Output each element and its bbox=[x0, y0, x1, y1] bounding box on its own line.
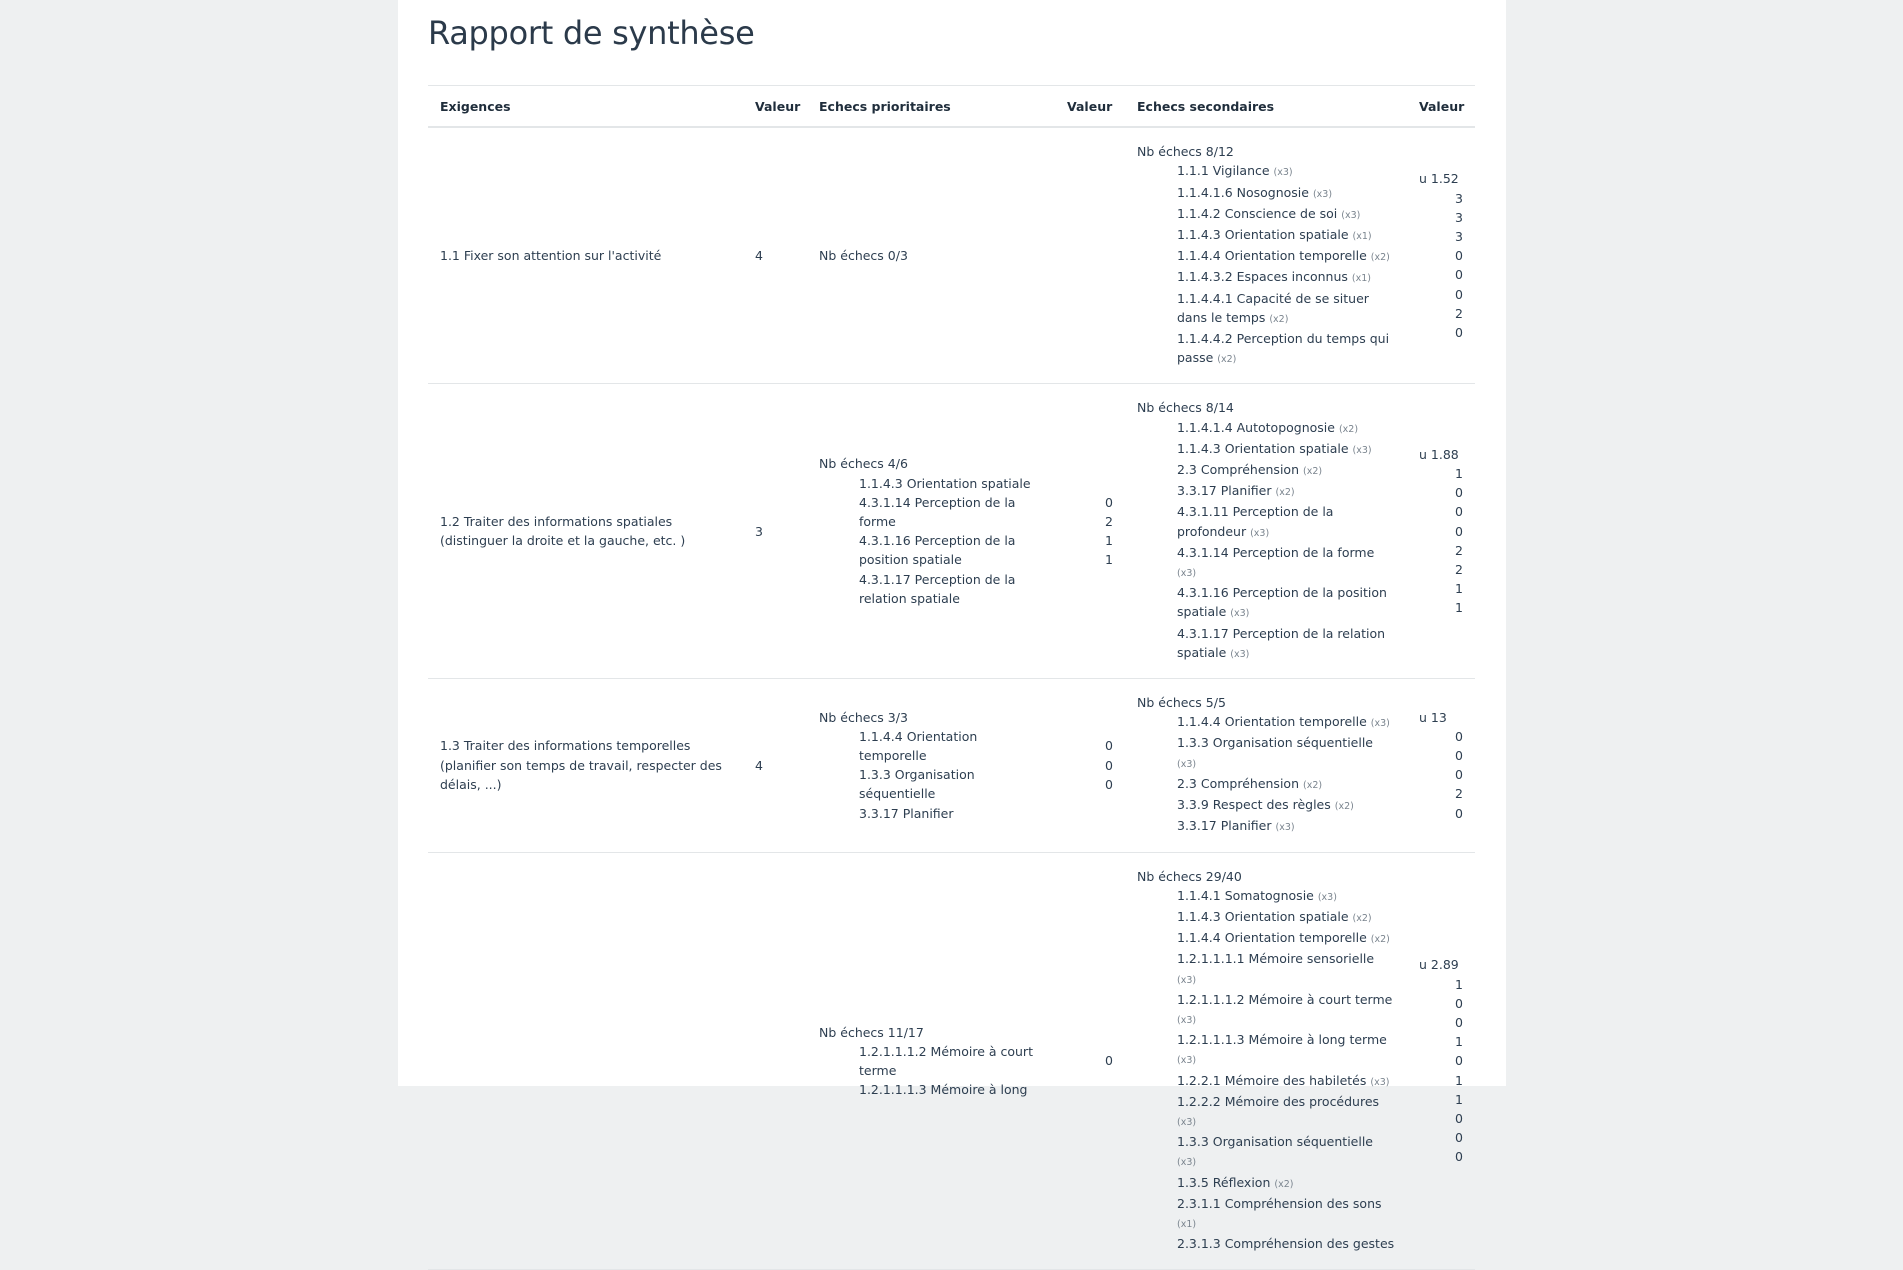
multiplier-badge: (x3) bbox=[1273, 167, 1293, 179]
multiplier-badge: (x2) bbox=[1275, 487, 1295, 499]
secondary-failure-item bbox=[1137, 816, 1395, 837]
secondary-value: 2 bbox=[1455, 562, 1463, 578]
secondary-failure-label: 1.1.4.3 Orientation spatiale bbox=[1177, 227, 1349, 243]
secondary-failure-label: 3.3.17 Planifier bbox=[1177, 483, 1272, 499]
secondary-failure-item bbox=[1137, 624, 1395, 664]
secondary-value-list bbox=[1419, 189, 1463, 343]
secondary-failure-count: Nb échecs 8/14 bbox=[1137, 400, 1234, 416]
secondary-failure-item bbox=[1137, 161, 1395, 182]
priority-value: 0 bbox=[1105, 757, 1113, 773]
multiplier-badge: (x3) bbox=[1341, 209, 1361, 221]
multiplier-badge: (x2) bbox=[1302, 466, 1323, 478]
multiplier-badge: (x3) bbox=[1352, 444, 1372, 456]
secondary-failure-label: 1.1.4.1.6 Nosognosie bbox=[1177, 184, 1309, 200]
secondary-value: 3 bbox=[1455, 190, 1463, 206]
requirement-cell: 1.3 Traiter des informations temporelles (planifier son temps de travail, respecter des délais, ...) bbox=[428, 679, 743, 852]
secondary-value: 0 bbox=[1455, 504, 1463, 520]
secondary-failures-cell bbox=[1125, 127, 1407, 384]
priority-failure-list bbox=[819, 1042, 1043, 1100]
secondary-value: 0 bbox=[1455, 805, 1463, 821]
multiplier-badge: (x1) bbox=[1351, 273, 1371, 285]
secondary-failure-item bbox=[1137, 502, 1395, 542]
secondary-failure-item bbox=[1137, 990, 1395, 1030]
multiplier-badge: (x3) bbox=[1370, 1076, 1390, 1088]
secondary-failure-label: 2.3.1.3 Compréhension des gestes bbox=[1177, 1236, 1395, 1252]
secondary-failure-label: 1.1.4.4.1 Capacité de se situer dans le temps bbox=[1177, 290, 1369, 325]
multiplier-badge: (x3) bbox=[1275, 822, 1295, 834]
multiplier-badge: (x2) bbox=[1302, 779, 1323, 791]
secondary-value: 3 bbox=[1455, 229, 1463, 245]
priority-value: 0 bbox=[1105, 776, 1113, 792]
secondary-failure-label: 1.1.4.1 Somatognosie bbox=[1177, 887, 1314, 903]
secondary-failure-count: Nb échecs 5/5 bbox=[1137, 695, 1226, 711]
secondary-value: 1 bbox=[1455, 1091, 1463, 1107]
multiplier-badge: (x3) bbox=[1177, 758, 1197, 770]
priority-failures-cell bbox=[807, 384, 1055, 679]
priority-value: 1 bbox=[1105, 552, 1113, 568]
secondary-failure-item bbox=[1137, 733, 1395, 773]
secondary-failure-list bbox=[1137, 418, 1395, 664]
priority-failure-item: 4.3.1.14 Perception de la forme bbox=[859, 494, 1016, 530]
secondary-failure-item bbox=[1137, 329, 1395, 369]
multiplier-badge: (x2) bbox=[1269, 313, 1289, 325]
priority-failure-item: 1.2.1.1.1.2 Mémoire à court terme bbox=[859, 1043, 1033, 1078]
secondary-failures-cell bbox=[1125, 679, 1407, 852]
priority-values-cell bbox=[1055, 384, 1125, 679]
secondary-failure-label: 3.3.9 Respect des règles bbox=[1177, 797, 1331, 813]
multiplier-badge: (x3) bbox=[1317, 891, 1337, 903]
secondary-failure-item bbox=[1137, 418, 1395, 439]
multiplier-badge: (x3) bbox=[1177, 1157, 1197, 1169]
multiplier-badge: (x2) bbox=[1338, 423, 1359, 435]
column-header-value: Valeur bbox=[743, 86, 807, 128]
secondary-value: 0 bbox=[1455, 485, 1463, 501]
priority-failure-item: 3.3.17 Planifier bbox=[859, 805, 954, 821]
secondary-value: 0 bbox=[1455, 523, 1463, 539]
secondary-value: 2 bbox=[1455, 542, 1463, 558]
secondary-failure-item bbox=[1137, 460, 1395, 481]
secondary-failure-label: 1.2.1.1.1.2 Mémoire à court terme bbox=[1177, 991, 1393, 1007]
secondary-value-list bbox=[1419, 975, 1463, 1167]
column-header-priority-failures: Echecs prioritaires bbox=[807, 86, 1055, 128]
secondary-value: 0 bbox=[1455, 1149, 1463, 1165]
secondary-failure-item bbox=[1137, 1194, 1395, 1234]
secondary-value-header: u 1.88 bbox=[1419, 446, 1459, 462]
priority-value: 0 bbox=[1105, 1053, 1113, 1069]
requirement-value bbox=[743, 852, 807, 1270]
secondary-failure-label: 1.2.1.1.1.3 Mémoire à long terme bbox=[1177, 1032, 1387, 1048]
secondary-failure-label: 1.2.1.1.1.1 Mémoire sensorielle bbox=[1177, 951, 1375, 967]
secondary-failures-cell bbox=[1125, 384, 1407, 679]
secondary-failure-label: 4.3.1.17 Perception de la relation spatiale bbox=[1177, 625, 1386, 660]
priority-values-cell bbox=[1055, 127, 1125, 384]
column-header-secondary-failures: Echecs secondaires bbox=[1125, 86, 1407, 128]
secondary-failure-count: Nb échecs 29/40 bbox=[1137, 868, 1242, 884]
requirement-value: 4 bbox=[743, 127, 807, 384]
column-header-requirements: Exigences bbox=[428, 86, 743, 128]
table-header-row bbox=[428, 86, 1475, 128]
secondary-failure-item bbox=[1137, 583, 1395, 623]
priority-value-list bbox=[1067, 1051, 1113, 1070]
priority-value: 1 bbox=[1105, 533, 1113, 549]
secondary-values-cell bbox=[1407, 679, 1475, 852]
secondary-failure-label: 1.3.5 Réflexion bbox=[1177, 1174, 1271, 1190]
report-page bbox=[398, 0, 1506, 1252]
secondary-value: 1 bbox=[1455, 976, 1463, 992]
requirement-value: 4 bbox=[743, 679, 807, 852]
secondary-value: 0 bbox=[1455, 267, 1463, 283]
secondary-failure-item bbox=[1137, 1234, 1395, 1255]
secondary-failure-label: 1.3.3 Organisation séquentielle bbox=[1177, 1134, 1373, 1150]
secondary-failure-item bbox=[1137, 1071, 1395, 1092]
table-row bbox=[428, 127, 1475, 384]
multiplier-badge: (x1) bbox=[1177, 1218, 1197, 1230]
secondary-value-header: u 1.52 bbox=[1419, 171, 1459, 187]
multiplier-badge: (x2) bbox=[1274, 1178, 1294, 1190]
secondary-failure-item bbox=[1137, 1132, 1395, 1172]
secondary-failure-label: 3.3.17 Planifier bbox=[1177, 818, 1272, 834]
multiplier-badge: (x2) bbox=[1217, 354, 1237, 366]
priority-failure-item: 4.3.1.17 Perception de la relation spatiale bbox=[859, 571, 1016, 606]
secondary-failures-cell bbox=[1125, 852, 1407, 1270]
secondary-value: 0 bbox=[1455, 1130, 1463, 1146]
secondary-failure-label: 2.3 Compréhension bbox=[1177, 462, 1299, 478]
secondary-failure-item bbox=[1137, 886, 1395, 907]
secondary-value: 0 bbox=[1455, 748, 1463, 764]
table-row bbox=[428, 384, 1475, 679]
table-row bbox=[428, 679, 1475, 852]
requirement-cell: 1.1 Fixer son attention sur l'activité bbox=[428, 127, 743, 384]
secondary-failure-label: 1.1.4.3 Orientation spatiale bbox=[1177, 440, 1349, 456]
secondary-failure-item bbox=[1137, 543, 1395, 583]
secondary-value-header: u 13 bbox=[1419, 709, 1447, 725]
secondary-value-list bbox=[1419, 464, 1463, 618]
column-header-value: Valeur bbox=[1055, 86, 1125, 128]
multiplier-badge: (x3) bbox=[1370, 718, 1390, 730]
secondary-failure-label: 1.1.4.3.2 Espaces inconnus bbox=[1177, 269, 1348, 285]
priority-failures-cell bbox=[807, 127, 1055, 384]
secondary-value: 0 bbox=[1455, 248, 1463, 264]
secondary-value: 0 bbox=[1455, 995, 1463, 1011]
secondary-failure-item bbox=[1137, 712, 1395, 733]
secondary-failure-label: 1.1.4.4 Orientation temporelle bbox=[1177, 248, 1367, 264]
secondary-value: 0 bbox=[1455, 286, 1463, 302]
secondary-value: 0 bbox=[1455, 1110, 1463, 1126]
multiplier-badge: (x3) bbox=[1177, 1055, 1197, 1067]
secondary-failure-item bbox=[1137, 267, 1395, 288]
synthesis-table bbox=[428, 85, 1475, 1270]
secondary-value: 0 bbox=[1455, 767, 1463, 783]
secondary-values-cell bbox=[1407, 384, 1475, 679]
secondary-values-cell bbox=[1407, 127, 1475, 384]
secondary-failure-label: 1.1.4.4 Orientation temporelle bbox=[1177, 930, 1367, 946]
secondary-failure-item bbox=[1137, 928, 1395, 949]
secondary-failure-label: 1.1.1 Vigilance bbox=[1177, 163, 1270, 179]
secondary-failure-label: 4.3.1.16 Perception de la position spatiale bbox=[1177, 585, 1387, 620]
priority-values-cell bbox=[1055, 852, 1125, 1270]
priority-value-list bbox=[1067, 736, 1113, 794]
secondary-failure-item bbox=[1137, 1173, 1395, 1194]
multiplier-badge: (x3) bbox=[1177, 1014, 1197, 1026]
secondary-failure-item bbox=[1137, 439, 1395, 460]
secondary-failure-label: 1.2.2.2 Mémoire des procédures bbox=[1177, 1093, 1380, 1109]
secondary-failure-label: 1.2.2.1 Mémoire des habiletés bbox=[1177, 1072, 1367, 1088]
secondary-failure-label: 1.1.4.1.4 Autotopognosie bbox=[1177, 419, 1335, 435]
page-title: Rapport de synthèse bbox=[428, 14, 755, 52]
secondary-value-list bbox=[1419, 727, 1463, 823]
secondary-failure-label: 4.3.1.14 Perception de la forme bbox=[1177, 544, 1375, 560]
priority-failures-cell bbox=[807, 679, 1055, 852]
table-body bbox=[428, 127, 1475, 1270]
priority-value: 2 bbox=[1105, 514, 1113, 530]
secondary-failure-item bbox=[1137, 949, 1395, 989]
priority-failure-count: Nb échecs 0/3 bbox=[819, 248, 908, 264]
secondary-value: 1 bbox=[1455, 1034, 1463, 1050]
priority-failure-list bbox=[819, 727, 1043, 823]
requirement-cell bbox=[428, 852, 743, 1270]
secondary-failure-label: 1.3.3 Organisation séquentielle bbox=[1177, 735, 1373, 751]
secondary-value: 0 bbox=[1455, 728, 1463, 744]
priority-failure-count: Nb échecs 3/3 bbox=[819, 709, 908, 725]
secondary-failure-label: 1.1.4.4 Orientation temporelle bbox=[1177, 714, 1367, 730]
secondary-failure-label: 2.3.1.1 Compréhension des sons bbox=[1177, 1195, 1382, 1211]
secondary-value: 2 bbox=[1455, 786, 1463, 802]
secondary-failure-item bbox=[1137, 1030, 1395, 1070]
secondary-failure-list bbox=[1137, 886, 1395, 1256]
secondary-failure-label: 1.1.4.2 Conscience de soi bbox=[1177, 205, 1338, 221]
secondary-failure-count: Nb échecs 8/12 bbox=[1137, 144, 1234, 160]
secondary-values-cell bbox=[1407, 852, 1475, 1270]
priority-failure-item: 1.3.3 Organisation séquentielle bbox=[859, 767, 975, 802]
secondary-value-header: u 2.89 bbox=[1419, 957, 1459, 973]
priority-failure-item: 4.3.1.16 Perception de la position spatiale bbox=[859, 533, 1016, 568]
priority-value: 0 bbox=[1105, 494, 1113, 510]
multiplier-badge: (x3) bbox=[1312, 188, 1333, 200]
secondary-failure-list bbox=[1137, 712, 1395, 837]
secondary-failure-item bbox=[1137, 907, 1395, 928]
priority-failure-count: Nb échecs 11/17 bbox=[819, 1024, 924, 1040]
secondary-failure-item bbox=[1137, 246, 1395, 267]
priority-failures-cell bbox=[807, 852, 1055, 1270]
priority-values-cell bbox=[1055, 679, 1125, 852]
secondary-failure-label: 1.1.4.3 Orientation spatiale bbox=[1177, 908, 1349, 924]
priority-failure-list bbox=[819, 474, 1043, 608]
multiplier-badge: (x3) bbox=[1177, 568, 1197, 580]
secondary-failure-item bbox=[1137, 774, 1395, 795]
secondary-failure-item bbox=[1137, 481, 1395, 502]
multiplier-badge: (x2) bbox=[1370, 934, 1390, 946]
priority-value-list bbox=[1067, 493, 1113, 570]
multiplier-badge: (x1) bbox=[1352, 231, 1372, 243]
secondary-failure-label: 4.3.1.11 Perception de la profondeur bbox=[1177, 504, 1334, 539]
secondary-failure-item bbox=[1137, 1092, 1395, 1132]
secondary-failure-item bbox=[1137, 225, 1395, 246]
secondary-value: 0 bbox=[1455, 1014, 1463, 1030]
secondary-failure-item bbox=[1137, 289, 1395, 329]
multiplier-badge: (x3) bbox=[1230, 648, 1250, 660]
secondary-value: 1 bbox=[1455, 1072, 1463, 1088]
column-header-value: Valeur bbox=[1407, 86, 1475, 128]
requirement-cell: 1.2 Traiter des informations spatiales (distinguer la droite et la gauche, etc. ) bbox=[428, 384, 743, 679]
priority-failure-item: 1.1.4.4 Orientation temporelle bbox=[859, 728, 978, 764]
priority-failure-item: 1.1.4.3 Orientation spatiale bbox=[859, 475, 1031, 491]
multiplier-badge: (x3) bbox=[1177, 1116, 1197, 1128]
multiplier-badge: (x2) bbox=[1334, 801, 1354, 813]
priority-failure-item: 1.2.1.1.1.3 Mémoire à long bbox=[859, 1082, 1028, 1098]
secondary-value: 1 bbox=[1455, 466, 1463, 482]
multiplier-badge: (x3) bbox=[1230, 608, 1250, 620]
secondary-value: 1 bbox=[1455, 581, 1463, 597]
multiplier-badge: (x2) bbox=[1370, 252, 1390, 264]
secondary-failure-label: 2.3 Compréhension bbox=[1177, 775, 1299, 791]
priority-failure-count: Nb échecs 4/6 bbox=[819, 456, 908, 472]
multiplier-badge: (x3) bbox=[1250, 527, 1270, 539]
secondary-failure-list bbox=[1137, 161, 1395, 369]
secondary-value: 3 bbox=[1455, 209, 1463, 225]
multiplier-badge: (x2) bbox=[1352, 912, 1372, 924]
secondary-value: 0 bbox=[1455, 325, 1463, 341]
secondary-value: 2 bbox=[1455, 305, 1463, 321]
secondary-failure-item bbox=[1137, 795, 1395, 816]
secondary-failure-item bbox=[1137, 183, 1395, 204]
secondary-value: 0 bbox=[1455, 1053, 1463, 1069]
requirement-value: 3 bbox=[743, 384, 807, 679]
secondary-value: 1 bbox=[1455, 600, 1463, 616]
priority-value: 0 bbox=[1105, 738, 1113, 754]
multiplier-badge: (x3) bbox=[1177, 974, 1197, 986]
table-row bbox=[428, 852, 1475, 1270]
secondary-failure-item bbox=[1137, 204, 1395, 225]
secondary-failure-label: 1.1.4.4.2 Perception du temps qui passe bbox=[1177, 331, 1390, 366]
